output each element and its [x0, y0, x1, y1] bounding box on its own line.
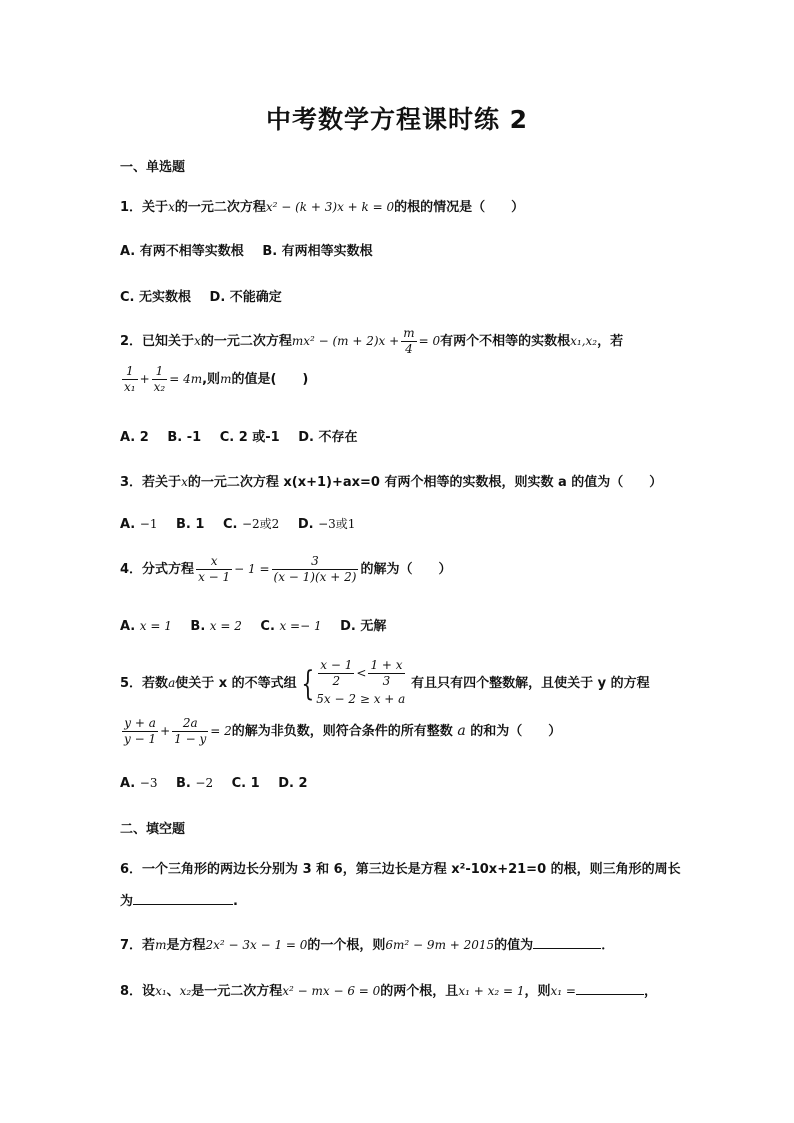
option-b[interactable]: B. 有两相等实数根	[262, 244, 373, 259]
question-6: 6．一个三角形的两边长分别为 3 和 6，第三边长是方程 x²-10x+21=0 的根，则三角形的周长	[120, 862, 681, 877]
option-a[interactable]: A. −3	[120, 776, 158, 791]
option-b[interactable]: B. −2	[176, 776, 214, 791]
question-2-cont: $\frac{1}{\text{x₁}}$ + $\frac{1}{\text{x₂}}$ = 4m,则m的值是( )	[124, 364, 309, 394]
question-3: 3．若关于x的一元二次方程 x(x+1)+ax=0 有两个相等的实数根，则实数 a 的值为（ ）	[120, 475, 663, 490]
option-a[interactable]: A. x = 1	[120, 619, 172, 634]
option-c[interactable]: C. −2或2	[222, 517, 280, 532]
question-8: 8．设x₁、x₂是一元二次方程x² − mx − 6 = 0的两个根，且x₁ + x₂ = 1，则x₁ = ，	[120, 984, 657, 999]
option-b[interactable]: B. 1	[176, 517, 205, 532]
option-a[interactable]: A. −1	[120, 517, 158, 532]
question-2-options	[120, 426, 372, 445]
question-1: 1．关于x的一元二次方程x² − (k + 3)x + k = 0的根的情况是（ ）	[120, 200, 525, 215]
option-b[interactable]: B. x = 2	[190, 619, 242, 634]
question-7: 7．若m是方程2x² − 3x − 1 = 0的一个根，则6m² − 9m + 2015的值为 ．	[120, 938, 615, 953]
question-5-options	[120, 776, 322, 791]
option-a[interactable]: A. 有两不相等实数根	[120, 244, 244, 259]
option-c[interactable]: C. x =− 1	[260, 619, 322, 634]
option-c[interactable]: C. 2 或-1	[219, 430, 280, 445]
answer-blank[interactable]	[576, 982, 644, 995]
question-4: 4．分式方程 $\frac{x}{x - 1}$ − 1 = $\frac{3}{(x - 1)(x + 2)}$ 的解为（ ）	[120, 554, 452, 584]
section-single-choice: 一、单选题	[120, 160, 186, 175]
option-d[interactable]: D. 不存在	[298, 430, 358, 445]
option-d[interactable]: D. 不能确定	[209, 290, 282, 305]
question-2: 2．已知关于x的一元二次方程mx² − (m + 2)x + $\frac{m}{4}$ = 0有两个不相等的实数根x₁,x₂，若	[120, 326, 624, 356]
option-c[interactable]: C. 1	[231, 776, 260, 791]
answer-blank[interactable]	[133, 892, 233, 905]
question-1-options-2	[120, 286, 296, 305]
option-d[interactable]: D. −3或1	[297, 517, 356, 532]
option-b[interactable]: B. -1	[167, 430, 202, 445]
question-5-cont: $\frac{y + a}{y - 1}$ + $\frac{2a}{1 - y}$ = 2的解为非负数，则符合条件的所有整数 a 的和为（ ）	[124, 716, 562, 746]
question-5: 5．若数a使关于 x 的不等式组 { $\frac{x - 1}{2}$ < $\frac{1 + x}{3}$ 5x − 2 ≥ x + a 有且只有四个整数解，且使关于 y 的方程	[120, 658, 650, 709]
question-4-options	[120, 615, 400, 634]
answer-blank[interactable]	[533, 936, 601, 949]
question-3-options	[120, 515, 369, 532]
option-c[interactable]: C. 无实数根	[120, 290, 192, 305]
question-6-cont: 为 .	[120, 894, 238, 909]
option-a[interactable]: A. 2	[120, 430, 149, 445]
section-fill-blank: 二、填空题	[120, 822, 186, 837]
option-d[interactable]: D. 无解	[340, 619, 387, 634]
page-title: 中考数学方程课时练 2	[265, 105, 529, 134]
inequality-system: $\frac{x - 1}{2}$ < $\frac{1 + x}{3}$ 5x − 2 ≥ x + a	[316, 658, 406, 706]
question-1-options	[120, 240, 387, 259]
option-d[interactable]: D. 2	[278, 776, 308, 791]
